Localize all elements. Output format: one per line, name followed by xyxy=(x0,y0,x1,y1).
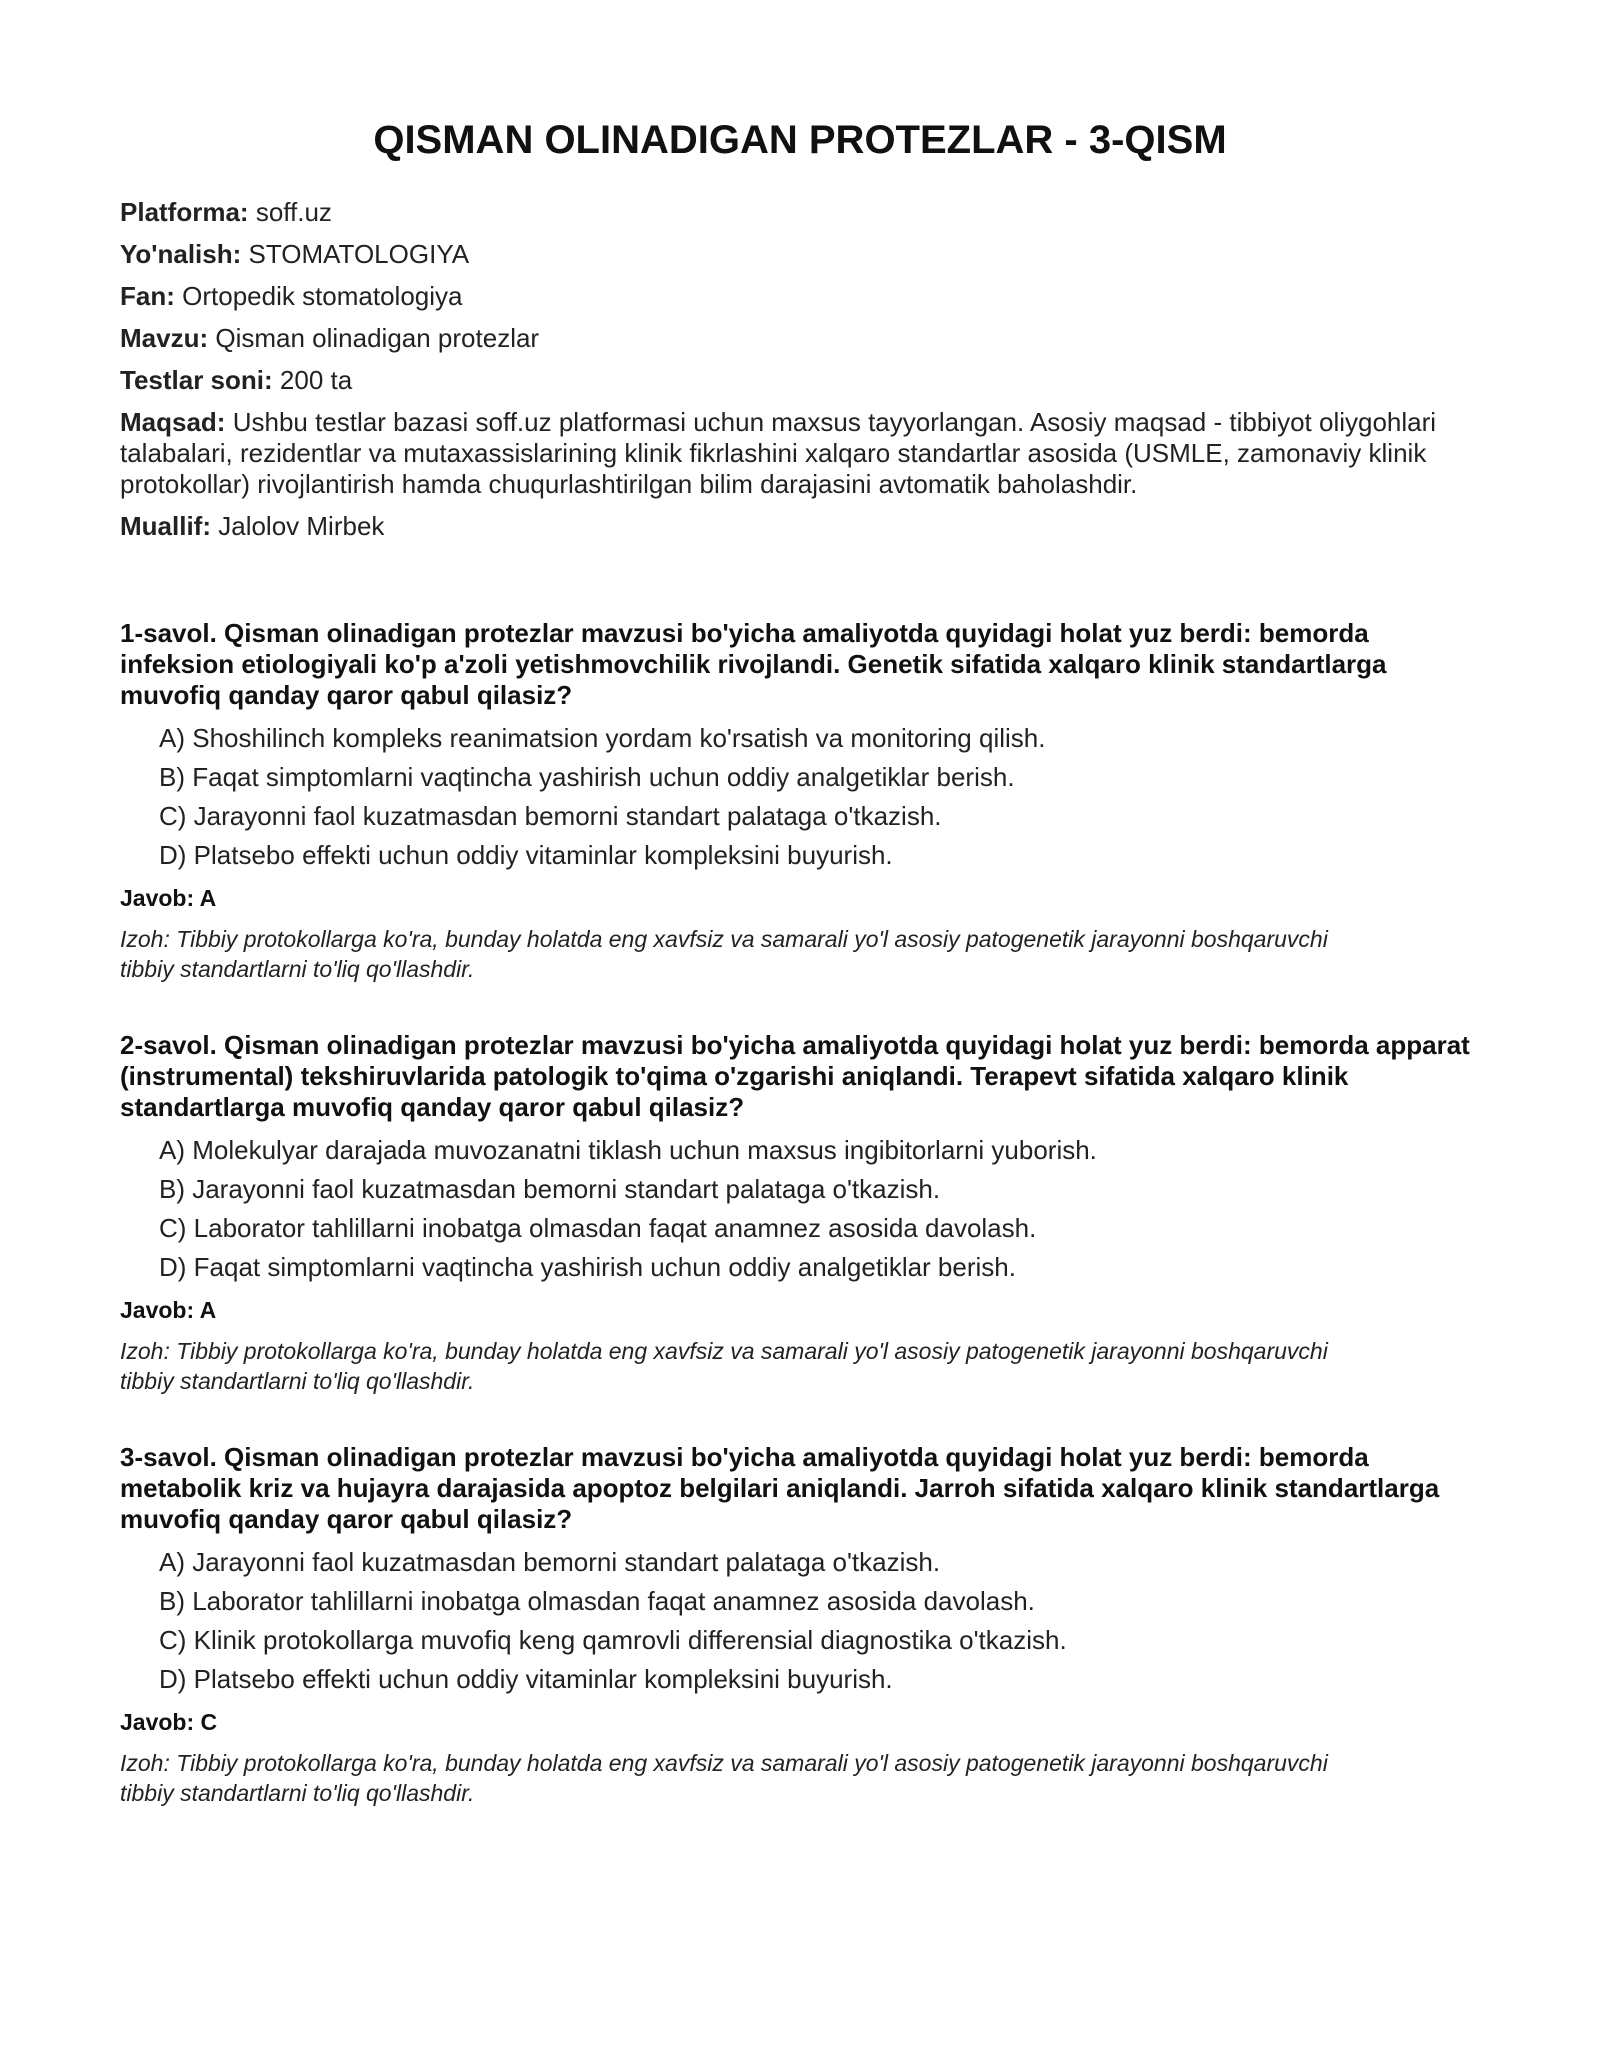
option-d: D) Platsebo effekti uchun oddiy vitaminlar kompleksini buyurish. xyxy=(159,840,893,870)
meta-author-label: Muallif: xyxy=(120,511,211,541)
explanation-text: Izoh: Tibbiy protokollarga ko'ra, bunday holatda eng xavfsiz va samarali yo'l asosiy patogenetik jarayonni boshqaruvchi tibbiy standartlarni to'liq qo'llashdir. xyxy=(120,926,1328,982)
meta-test-count-value: 200 ta xyxy=(279,365,353,395)
meta-topic-label: Mavzu: xyxy=(120,323,209,353)
document-title: QISMAN OLINADIGAN PROTEZLAR - 3-QISM xyxy=(373,118,1227,162)
option-d: D) Platsebo effekti uchun oddiy vitaminlar kompleksini buyurish. xyxy=(159,1664,893,1694)
meta-topic xyxy=(120,323,1480,354)
question-2 xyxy=(120,1030,1480,1396)
question-text: 1-savol. Qisman olinadigan protezlar mavzusi bo'yicha amaliyotda quyidagi holat yuz berdi: bemorda infeksion etiologiyali ko'p a'zoli yetishmovchilik rivojlandi. Genetik sifatida xalqaro klinik standartlarga muvofiq qanday qaror qabul qilasiz? xyxy=(120,618,1387,710)
option-a: A) Molekulyar darajada muvozanatni tiklash uchun maxsus ingibitorlarni yuborish. xyxy=(159,1135,1097,1165)
document-page xyxy=(120,118,1480,1854)
option-b: B) Jarayonni faol kuzatmasdan bemorni standart palataga o'tkazish. xyxy=(159,1174,941,1204)
answer-options xyxy=(120,1547,1480,1695)
answer-key: Javob: C xyxy=(120,1709,218,1735)
question-text: 2-savol. Qisman olinadigan protezlar mavzusi bo'yicha amaliyotda quyidagi holat yuz berdi: bemorda apparat (instrumental) tekshiruvlarida patologik to'qima o'zgarishi aniqlandi. Terapevt sifatida xalqaro klinik standartlarga muvofiq qanday qaror qabul qilasiz? xyxy=(120,1030,1470,1122)
meta-author xyxy=(120,511,1480,542)
explanation-text: Izoh: Tibbiy protokollarga ko'ra, bunday holatda eng xavfsiz va samarali yo'l asosiy patogenetik jarayonni boshqaruvchi tibbiy standartlarni to'liq qo'llashdir. xyxy=(120,1338,1328,1394)
meta-topic-value: Qisman olinadigan protezlar xyxy=(215,323,540,353)
option-b: B) Laborator tahlillarni inobatga olmasdan faqat anamnez asosida davolash. xyxy=(159,1586,1035,1616)
question-list xyxy=(120,618,1480,1808)
meta-platform-value: soff.uz xyxy=(255,197,332,227)
question-1 xyxy=(120,618,1480,984)
meta-direction-value: STOMATOLOGIYA xyxy=(248,239,470,269)
option-c: C) Klinik protokollarga muvofiq keng qamrovli differensial diagnostika o'tkazish. xyxy=(159,1625,1067,1655)
meta-subject-label: Fan: xyxy=(120,281,175,311)
answer-key: Javob: A xyxy=(120,885,217,911)
answer-options xyxy=(120,1135,1480,1283)
answer-key: Javob: A xyxy=(120,1297,217,1323)
explanation-text: Izoh: Tibbiy protokollarga ko'ra, bunday holatda eng xavfsiz va samarali yo'l asosiy patogenetik jarayonni boshqaruvchi tibbiy standartlarni to'liq qo'llashdir. xyxy=(120,1750,1328,1806)
option-a: A) Jarayonni faol kuzatmasdan bemorni standart palataga o'tkazish. xyxy=(159,1547,941,1577)
question-3 xyxy=(120,1442,1480,1808)
meta-purpose-label: Maqsad: xyxy=(120,407,226,437)
option-b: B) Faqat simptomlarni vaqtincha yashirish uchun oddiy analgetiklar berish. xyxy=(159,762,1015,792)
answer-options xyxy=(120,723,1480,871)
option-d: D) Faqat simptomlarni vaqtincha yashirish uchun oddiy analgetiklar berish. xyxy=(159,1252,1016,1282)
option-c: C) Laborator tahlillarni inobatga olmasdan faqat anamnez asosida davolash. xyxy=(159,1213,1037,1243)
meta-platform xyxy=(120,197,1480,228)
question-text: 3-savol. Qisman olinadigan protezlar mavzusi bo'yicha amaliyotda quyidagi holat yuz berdi: bemorda metabolik kriz va hujayra darajasida apoptoz belgilari aniqlandi. Jarroh sifatida xalqaro klinik standartlarga muvofiq qanday qaror qabul qilasiz? xyxy=(120,1442,1440,1534)
meta-subject-value: Ortopedik stomatologiya xyxy=(182,281,463,311)
meta-direction-label: Yo'nalish: xyxy=(120,239,242,269)
meta-test-count xyxy=(120,365,1480,396)
option-c: C) Jarayonni faol kuzatmasdan bemorni standart palataga o'tkazish. xyxy=(159,801,942,831)
meta-subject xyxy=(120,281,1480,312)
meta-platform-label: Platforma: xyxy=(120,197,249,227)
meta-purpose-value: Ushbu testlar bazasi soff.uz platformasi uchun maxsus tayyorlangan. Asosiy maqsad - tibbiyot oliygohlari talabalari, rezidentlar va mutaxassislarining klinik fikrlashini xalqaro standartlar asosida (USMLE, zamonaviy klinik protokollar) rivojlantirish hamda chuqurlashtirilgan bilim darajasini avtomatik baholashdir. xyxy=(120,407,1437,499)
option-a: A) Shoshilinch kompleks reanimatsion yordam ko'rsatish va monitoring qilish. xyxy=(159,723,1046,753)
meta-purpose xyxy=(120,407,1480,500)
meta-direction xyxy=(120,239,1480,270)
document-metadata xyxy=(120,197,1480,542)
meta-test-count-label: Testlar soni: xyxy=(120,365,273,395)
meta-author-value: Jalolov Mirbek xyxy=(218,511,385,541)
